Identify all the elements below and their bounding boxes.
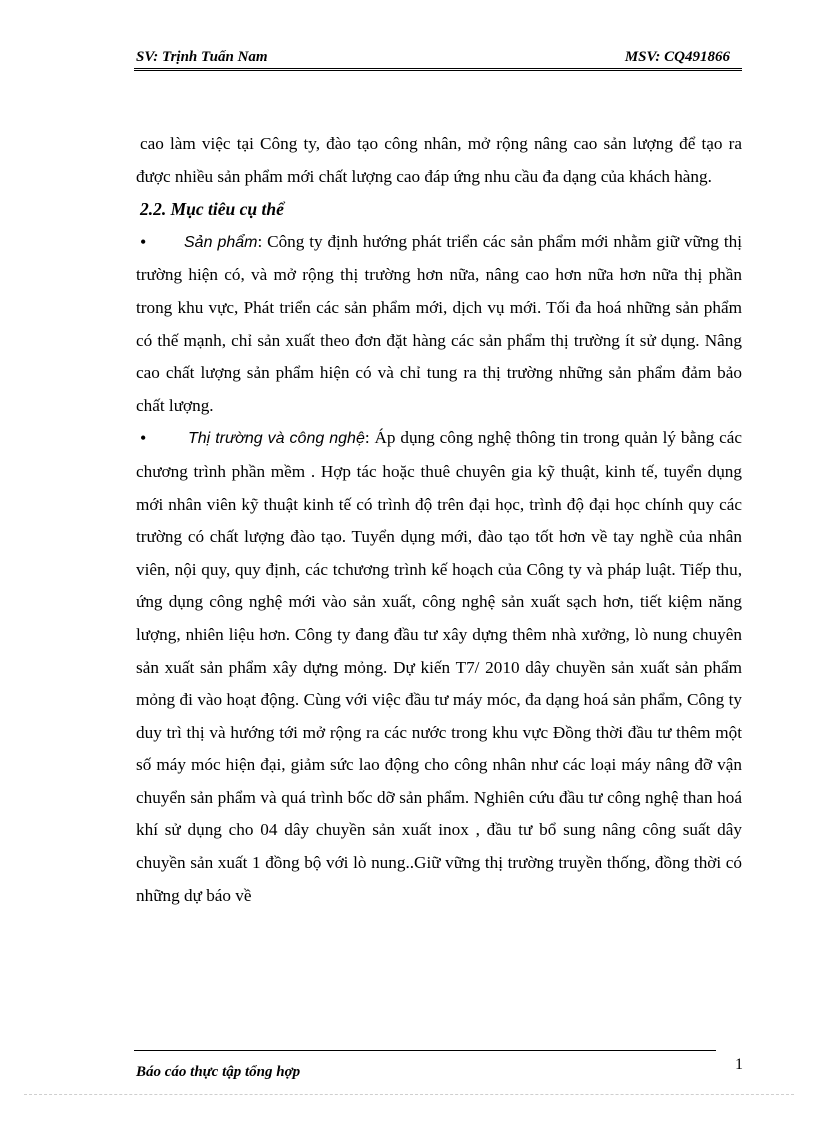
page-header [134,44,742,68]
bullet-products-label: Sản phẩm [184,233,258,251]
page-bottom-divider [24,1094,794,1095]
bullet-market-technology [136,422,742,912]
document-body [136,128,742,912]
bullet-products-text: : Công ty định hướng phát triển các sản phẩm mới nhằm giữ vững thị trường hiện có, và mở rộng thị trường hơn nữa, nâng cao hơn nữa hơn nữa thị phần trong khu vực, Phát triển các sản phẩm mới, dịch vụ mới. Tối đa hoá những sản phẩm có thế mạnh, chỉ sản xuất theo đơn đặt hàng các sản phẩm thị trường ít sử dụng. Nâng cao chất lượng sản phẩm hiện có và chỉ tung ra thị trường những sản phẩm đảm bảo chất lượng. [136,231,743,415]
intro-paragraph: cao làm việc tại Công ty, đào tạo công nhân, mở rộng nâng cao sản lượng để tạo ra được nhiều sản phẩm mới chất lượng cao đáp ứng nhu cầu đa dạng của khách hàng. [136,134,742,186]
header-student-id: MSV: CQ491866 [624,49,730,65]
footer-rule [134,1050,716,1051]
bullet-market-label: Thị trường và công nghệ [188,430,365,448]
bullet-icon: • [140,428,147,449]
bullet-products [136,226,742,423]
page-number: 1 [735,1056,743,1073]
bullet-icon: • [140,231,147,252]
footer-report-title: Báo cáo thực tập tổng hợp [136,1064,301,1080]
section-heading: 2.2. Mục tiêu cụ thể [140,199,284,220]
bullet-market-text: : Áp dụng công nghệ thông tin trong quản lý bằng các chương trình phần mềm . Hợp tác hoặc thuê chuyên gia kỹ thuật, kinh tế, tuyển dụng mới nhân viên kỹ thuật kinh tế có trình độ trên đại học, trình độ đại học chính quy các trường có chất lượng đào tạo. Tuyển dụng mới, đào tạo tốt hơn về tay nghề của nhân viên, nội quy, quy định, các tchương trình kế hoạch của Công ty và pháp luật. Tiếp thu, ứng dụng công nghệ mới vào sản xuất, công nghệ sản xuất sạch hơn, tiết kiệm năng lượng, nhiên liệu hơn. Công ty đang đầu tư xây dựng thêm nhà xưởng, lò nung chuyên sản xuất sản phẩm xây dựng mỏng. Dự kiến T7/ 2010 dây chuyền sản xuất sản phẩm mỏng đi vào hoạt động. Cùng với việc đầu tư máy móc, đa dạng hoá sản phẩm, Công ty duy trì thị và hướng tới mở rộng ra các nước trong khu vực Đồng thời đầu tư thêm một số máy móc hiện đại, giảm sức lao động cho công nhân như các loại máy nâng đỡ vận chuyển sản phẩm và quá trình bốc dỡ sản phẩm. Nghiên cứu đầu tư công nghệ than hoá khí sử dụng cho 04 dây chuyền sản xuất inox , đầu tư bổ sung nâng công suất dây chuyền sản xuất 1 đồng bộ với lò nung..Giữ vững thị trường truyền thống, đồng thời có những dự báo về [136,428,742,905]
header-student-name: SV: Trịnh Tuấn Nam [136,49,268,65]
header-double-rule [134,68,742,71]
